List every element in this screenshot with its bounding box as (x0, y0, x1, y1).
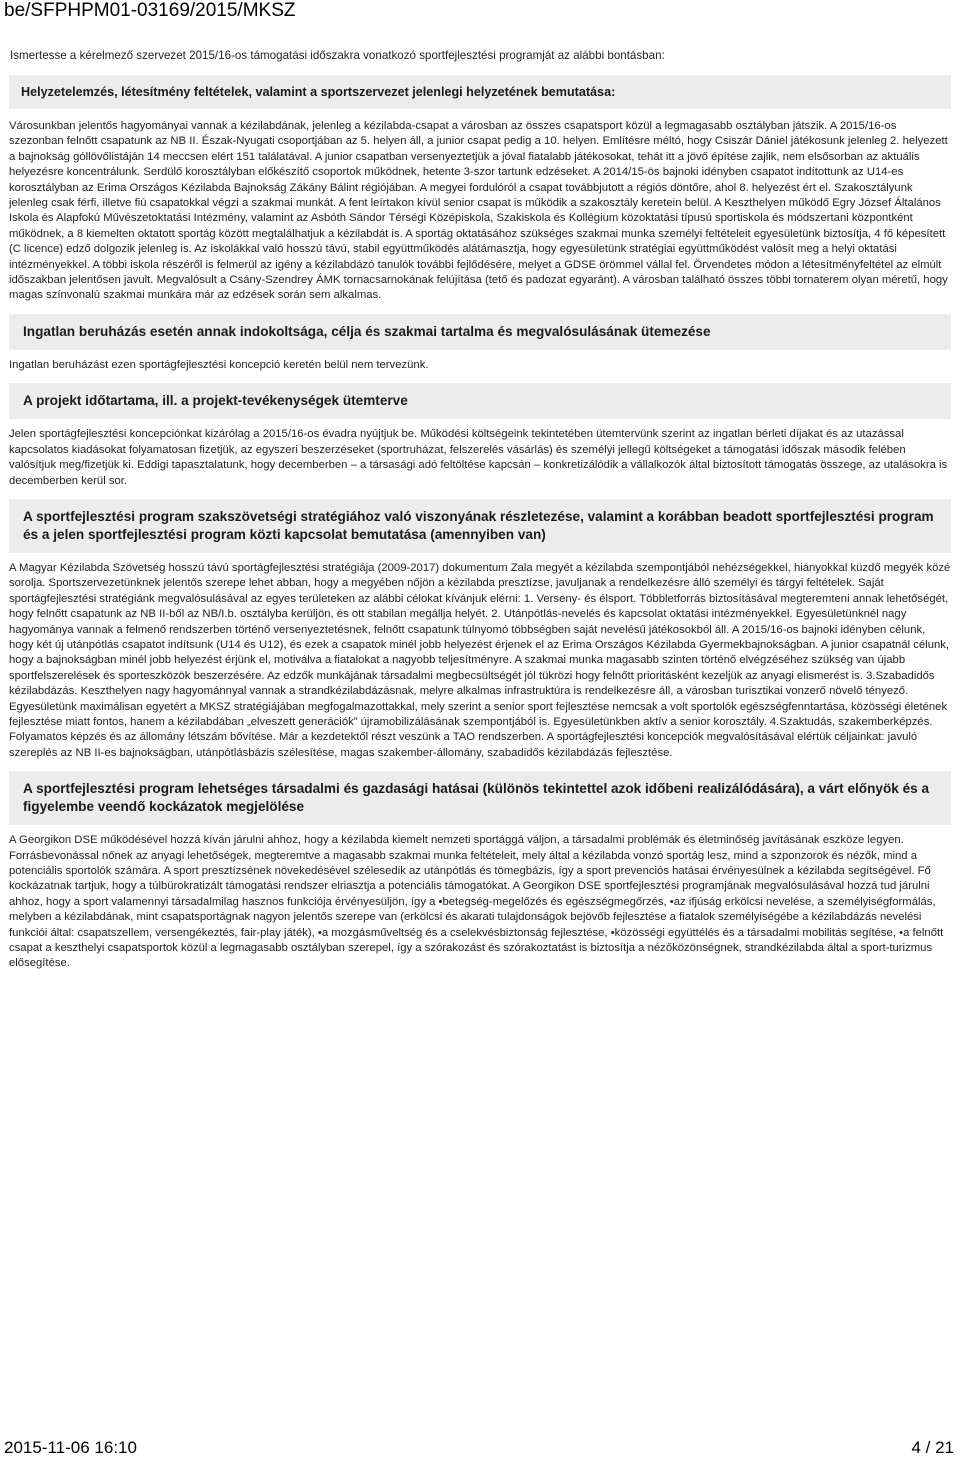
section-strategy (9, 499, 951, 761)
intro-text: Ismertesse a kérelmező szervezet 2015/16-os támogatási időszakra vonatkozó sportfejlesztési programját az alábbi bontásban: (10, 49, 665, 62)
footer-datetime: 2015-11-06 16:10 (4, 1438, 137, 1457)
section-heading: A sportfejlesztési program lehetséges társadalmi és gazdasági hatásai (különös tekintettel azok időbeni realizálódására), a várt előnyök és a figyelembe veendő kockázatok megjelölése (9, 771, 951, 825)
section-body: Ingatlan beruházást ezen sportágfejlesztési koncepció keretén belül nem tervezünk. (9, 358, 429, 371)
section-heading: A projekt időtartama, ill. a projekt-tevékenységek ütemterve (9, 383, 951, 419)
section-heading: Ingatlan beruházás esetén annak indokoltsága, célja és szakmai tartalma és megvalósulásának ütemezése (9, 314, 951, 350)
section-impacts (9, 771, 951, 972)
section-heading: Helyzetelemzés, létesítmény feltételek, valamint a sportszervezet jelenlegi helyzetének bemutatása: (9, 75, 951, 109)
section-situation (9, 75, 951, 304)
section-timeline (9, 383, 951, 489)
section-body: Városunkban jelentős hagyományai vannak a kézilabdának, jelenleg a kézilabda-csapat a városban az összes csapatsport közül a legmagasabb osztályban játszik. A 2015/16-os szezonban felnőtt csapatunk az NB II. Észak-Nyugati csoportjában az 5. helyen áll, a junior csapat pedig a 10. helyen. Említésre méltó, hogy Csiszár Dániel játékosunk jelenleg 2. helyezett a bajnokság góllövőlistáján 14 meccsen elért 151 találatával. A junior csapatban versenyeztetjük a jóval fiatalabb játékosokat, tehát itt a jövő építése zajlik, nem elsősorban az aktuális helyezésre koncentrálunk. Serdülő korosztályban előkészítő csoportok működnek, hetente 3-szor tartunk edzéseket. A 2014/15-ös bajnoki idényben csapatot indítottunk az U14-es korosztályban az Erima Országos Kézilabda Bajnokság Zákány Bálint régiójában. A megyei fordulóról a csapat továbbjutott a régiós döntőre, ahol 8. helyezést ért el. Szakosztályunk jelenleg csak férfi, illetve fiú csapatokkal végzi a szakmai munkát. A fent leírtakon kívül senior csapat is működik a szakosztály keretein belül. A Keszthelyen működő Egry József Általános Iskola és Alapfokú Művészetoktatási Intézmény, valamint az Asbóth Sándor Térségi Középiskola, Szakiskola és Kollégium közoktatási típusú sportiskola és módszertani központként működnek, a 8 kiemelten oktatott sportág között megtalálhatjuk a kézilabdát is. A sportág oktatásához szükséges szakmai munka személyi feltételeit egyesületünk biztosítja, 4 fő képesített (C licence) edző dolgozik jelenleg is. Az iskolákkal való hosszú távú, stabil együttműködés alátámasztja, hogy egyesületünk stratégiai együttműködést valósít meg a helyi oktatási intézményekkel. A többi iskola részéről is felmerül az igény a kézilabdázó tanulók további fejlődésére, melyet a GDSE örömmel vállal fel. Örvendetes módon a létesítményfeltétel az elmúlt időszakban jelentősen javult. Megvalósult a Csány-Szendrey ÁMK tornacsarnokának felújítása (tető és padozat egyaránt). A városban található összes többi tornaterem olyan méretű, hogy magas színvonalú szakmai munkára már az edzések során sem alkalmas. (9, 120, 948, 302)
section-body: Jelen sportágfejlesztési koncepciónkat kizárólag a 2015/16-os évadra nyújtjuk be. Működési költségeink tekintetében ütemtervünk szerint az ingatlan bérleti díjakat és az utazással kapcsolatos kiadásokat folyamatosan fizetjük, az egyszeri beszerzéseket (sportruházat, felszerelés vásárlás) és személyi jellegű költségeket a támogatási időszak második felében valósítjuk meg/fizetjük ki. Eddigi tapasztalatunk, hogy decemberben – a társasági adó feltöltése kapcsán – konkretizálódik a vállalkozók által biztosított támogatás összege, az utalásokra is decemberben kerül sor. (9, 428, 948, 487)
footer-page-number: 4 / 21 (911, 1438, 954, 1457)
document-content (9, 48, 951, 982)
document-id: be/SFPHPM01-03169/2015/MKSZ (4, 0, 296, 21)
section-body: A Georgikon DSE működésével hozzá kíván járulni ahhoz, hogy a kézilabda kiemelt nemzeti sportággá váljon, a társadalmi problémák és életminőség javításának eszköze legyen. Forrásbevonással nőnek az anyagi lehetőségek, megteremtve a magasabb szakmai munka feltételeit, mely által a kézilabda vonzó sportág lesz, mind a szponzorok és nézők, mind a potenciális sportolók számára. A sport presztízsének növekedésével szélesedik az utánpótlás és tömegbázis, így a sport prevenciós hatásai érvényesülnek a kézilabda segítségével. Fő kockázatnak tartjuk, hogy a túlbürokratizált támogatási rendszer elriasztja a potenciális támogatókat. A Georgikon DSE sportfejlesztési programjának megvalósulásával hozzá tud járulni ahhoz, hogy a sport valamennyi társadalmilag hasznos funkciója érvényesüljön, így a •betegség-megelőzés és egészségmegőrzés, •az ifjúság erkölcsi nevelése, a személyiségformálás, melyben a kézilabdának, mint csapatsportágnak nagyon jelentős szerepe van (erkölcsi és akarati tulajdonságok bejövőb fejlesztése a fiatalok személyiségébe a kézilabdázás nevelési funkciói által: csapatszellem, versengékeztés, fair-play játék), •a mozgásműveltség és a cselekvésbiztonság fejlesztése, •közösségi együttélés és a társadalmi mobilitás segítése, •a felnőtt csapat a keszthelyi csapatsportok közül a legmagasabb osztályban szerepel, így a szórakozást és szórakoztatást is biztosítja a nézőközönségnek, strandkézilabda által a sport-turizmus elősegítése. (9, 834, 944, 970)
section-real-estate (9, 314, 951, 373)
section-heading: A sportfejlesztési program szakszövetségi stratégiához való viszonyának részletezése, valamint a korábban beadott sportfejlesztési program és a jelen sportfejlesztési program közti kapcsolat bemutatása (amennyiben van) (9, 499, 951, 553)
section-body: A Magyar Kézilabda Szövetség hosszú távú sportágfejlesztési stratégiája (2009-2017) dokumentum Zala megyét a kézilabda szempontjából nehézségekkel, hiányokkal küzdő megyék közé sorolja. Sportszervezetünknek jelentős szerepe lehet abban, hogy a megyében nőjön a kézilabda presztízse, javuljanak a rendelkezésre álló személyi és tárgyi feltételek. Saját sportágfejlesztési stratégiánk megvalósulásával az egyes területeken az alábbi célokat kívánjuk elérni: 1. Verseny- és élsport. Többletforrás biztosításával megteremteni annak lehetőségét, hogy felnőtt csapatunk az NB II-ből az NB/I.b. osztályba kerüljön, és ott stabilan megállja helyét. 2. Utánpótlás-nevelés és kapcsolat oktatási intézményekkel. Egyesületünknél nagy hagyománya vannak a felmenő rendszerben történő versenyeztetésnek, felnőtt csapatunk túlnyomó többségben saját nevelésű játékosokból áll. A 2015/16-os bajnoki idényben célunk, hogy két új utánpótlás csapatot indítsunk (U14 és U12), és ezek a csapatok minél jobb helyezést érjenek el az Erima Országos Kézilabda Gyermekbajnokságban. A junior csapatnál célunk, hogy a bajnokságban minél jobb helyezést érjünk el, motiválva a fiatalokat a nagyobb teljesítményre. A szakmai munka magasabb szinten történő elvégzéséhez szükség van újabb sportfelszerelések és sporteszközök beszerzésére. Az edzők munkájának társadalmi megbecsültségét jól tükrözi hogy felnőtt prioritásként kezeljük az anyagi elismerést is. 3.Szabadidős kézilabdázás. Keszthelyen nagy hagyománnyal vannak a strandkézilabdázásnak, melyre alkalmas infrastruktúra is rendelkezésre áll, a városban turisztikai vonzerő növelő tényező. Egyesületünk maximálisan egyetért a MKSZ stratégiájában megfogalmazottakkal, mely szerint a senior sport fejlesztése nemcsak a volt sportolók egészségfenntartása, közösségi életének fejlesztése miatt fontos, hanem a kézilabdában „elveszett generációk” újramobilizálásának szempontjából is. Egyesületünkben aktív a senior korosztály. 4.Szaktudás, szakemberképzés. Folyamatos képzés és az állomány létszám bővítése. Már a kezdetektől részt veszünk a TAO rendszerben. A sportágfejlesztési koncepciók megvalósításával elértük céljainkat: javuló szereplés az NB II-es bajnokságban, utánpótlásbázis szélesítése, magas szakember-állomány, szabadidős kézilabdázás fejlesztése. (9, 561, 951, 759)
